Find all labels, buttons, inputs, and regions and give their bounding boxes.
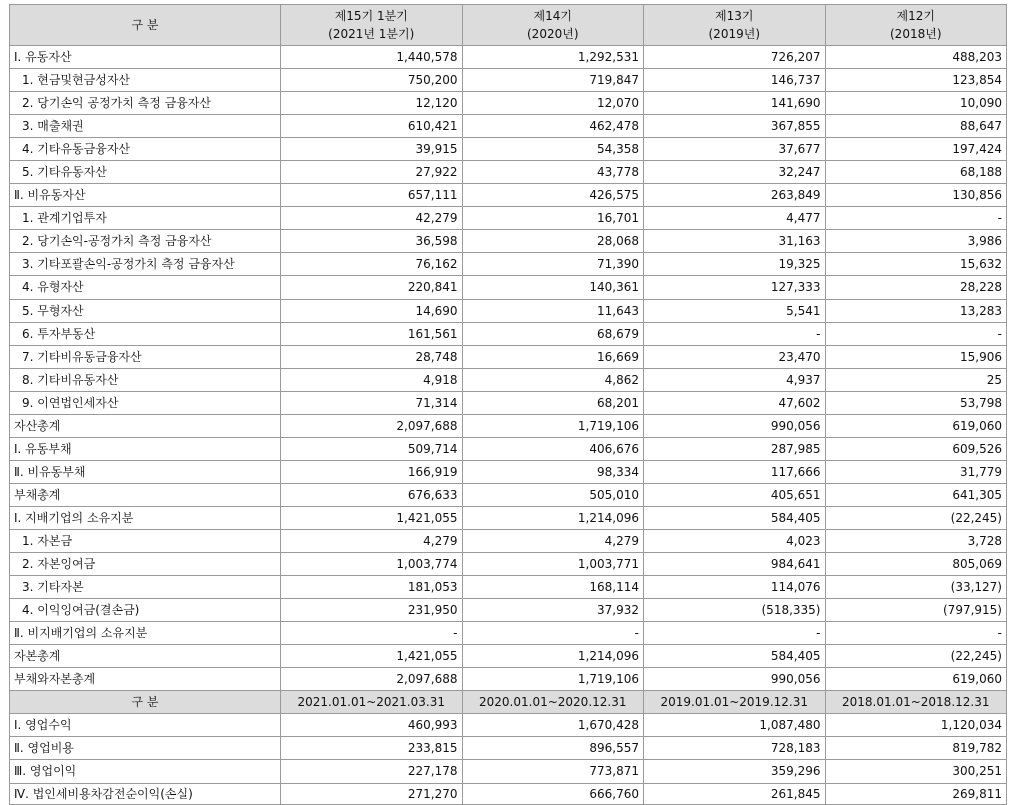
row-value-4: 123,854: [825, 69, 1007, 92]
row-value-3: 37,677: [644, 138, 826, 161]
row-value-2: 1,719,106: [462, 414, 644, 437]
row-value-3: 359,296: [644, 760, 826, 783]
row-value-2: 666,760: [462, 783, 644, 804]
row-value-1: 12,120: [281, 92, 463, 115]
row-label: 4. 기타유동금융자산: [10, 138, 281, 161]
row-value-4: 609,526: [825, 437, 1007, 460]
row-value-3: 31,163: [644, 230, 826, 253]
table-row: [10, 299, 1007, 322]
row-label: 2. 당기손익 공정가치 측정 금융자산: [10, 92, 281, 115]
table-row: [10, 760, 1007, 783]
row-value-2: 12,070: [462, 92, 644, 115]
row-value-3: 19,325: [644, 253, 826, 276]
row-value-1: 2021.01.01~2021.03.31: [281, 691, 463, 714]
table-row: [10, 553, 1007, 576]
row-label: 4. 유형자산: [10, 276, 281, 299]
table-row: [10, 345, 1007, 368]
row-label: Ⅱ. 비유동자산: [10, 184, 281, 207]
row-value-1: 14,690: [281, 299, 463, 322]
row-value-2: 11,643: [462, 299, 644, 322]
row-value-4: 53,798: [825, 391, 1007, 414]
row-value-4: 641,305: [825, 483, 1007, 506]
row-value-4: 269,811: [825, 783, 1007, 804]
table-row: [10, 576, 1007, 599]
row-value-4: 300,251: [825, 760, 1007, 783]
row-value-1: 509,714: [281, 437, 463, 460]
row-value-4: -: [825, 322, 1007, 345]
table-body: [10, 46, 1007, 805]
row-value-4: (22,245): [825, 645, 1007, 668]
row-value-4: 488,203: [825, 46, 1007, 69]
row-value-1: 676,633: [281, 483, 463, 506]
table-row: [10, 230, 1007, 253]
row-value-1: 1,421,055: [281, 506, 463, 529]
row-label: Ⅲ. 영업이익: [10, 760, 281, 783]
row-value-4: -: [825, 622, 1007, 645]
financial-summary-table: [9, 4, 1007, 805]
row-value-1: 220,841: [281, 276, 463, 299]
row-value-4: 619,060: [825, 668, 1007, 691]
row-value-3: 2019.01.01~2019.12.31: [644, 691, 826, 714]
row-value-1: 233,815: [281, 737, 463, 760]
row-label: Ⅰ. 유동부채: [10, 437, 281, 460]
row-value-2: 43,778: [462, 161, 644, 184]
table-row: [10, 322, 1007, 345]
row-value-3: 287,985: [644, 437, 826, 460]
table-row: [10, 161, 1007, 184]
table-row: [10, 253, 1007, 276]
row-value-4: (33,127): [825, 576, 1007, 599]
row-value-4: 1,120,034: [825, 714, 1007, 737]
row-value-2: 68,679: [462, 322, 644, 345]
row-value-2: 16,701: [462, 207, 644, 230]
row-value-1: 4,279: [281, 529, 463, 552]
table-row: [10, 460, 1007, 483]
row-value-4: 805,069: [825, 553, 1007, 576]
row-value-2: 4,862: [462, 368, 644, 391]
table-row: [10, 714, 1007, 737]
header-period-4: 제12기 (2018년): [825, 5, 1007, 46]
table-row-clipped: [10, 783, 1007, 804]
header-period-3: 제13기 (2019년): [644, 5, 826, 46]
row-value-2: 1,292,531: [462, 46, 644, 69]
table-row: [10, 737, 1007, 760]
row-value-4: 25: [825, 368, 1007, 391]
row-value-3: 146,737: [644, 69, 826, 92]
row-label: 6. 투자부동산: [10, 322, 281, 345]
row-value-3: 726,207: [644, 46, 826, 69]
table-row: [10, 414, 1007, 437]
income-header-row: [10, 691, 1007, 714]
row-value-4: (797,915): [825, 599, 1007, 622]
row-value-4: 10,090: [825, 92, 1007, 115]
row-label: Ⅱ. 비유동부채: [10, 460, 281, 483]
row-value-1: 2,097,688: [281, 668, 463, 691]
row-value-1: 28,748: [281, 345, 463, 368]
row-label: 부채와자본총계: [10, 668, 281, 691]
row-label: 3. 기타자본: [10, 576, 281, 599]
row-value-2: 16,669: [462, 345, 644, 368]
row-value-4: 197,424: [825, 138, 1007, 161]
row-value-2: 140,361: [462, 276, 644, 299]
row-value-4: 15,906: [825, 345, 1007, 368]
row-value-3: 114,076: [644, 576, 826, 599]
row-value-1: 1,003,774: [281, 553, 463, 576]
row-value-3: 990,056: [644, 668, 826, 691]
row-label: 자산총계: [10, 414, 281, 437]
row-value-3: 984,641: [644, 553, 826, 576]
row-value-2: 773,871: [462, 760, 644, 783]
table-row: [10, 483, 1007, 506]
row-value-3: 584,405: [644, 506, 826, 529]
row-value-3: 263,849: [644, 184, 826, 207]
table-row: [10, 645, 1007, 668]
table-row: [10, 391, 1007, 414]
row-value-4: 3,728: [825, 529, 1007, 552]
row-value-1: 36,598: [281, 230, 463, 253]
row-value-1: 2,097,688: [281, 414, 463, 437]
row-value-4: 28,228: [825, 276, 1007, 299]
row-value-3: -: [644, 622, 826, 645]
row-label: 구 분: [10, 691, 281, 714]
table-row: [10, 437, 1007, 460]
table-row: [10, 115, 1007, 138]
row-label: Ⅰ. 영업수익: [10, 714, 281, 737]
row-label: 1. 관계기업투자: [10, 207, 281, 230]
row-value-4: 15,632: [825, 253, 1007, 276]
table-row: [10, 184, 1007, 207]
row-value-4: 130,856: [825, 184, 1007, 207]
row-label: Ⅱ. 비지배기업의 소유지분: [10, 622, 281, 645]
row-label: 7. 기타비유동금융자산: [10, 345, 281, 368]
row-value-2: 719,847: [462, 69, 644, 92]
row-value-2: 426,575: [462, 184, 644, 207]
row-value-2: 1,003,771: [462, 553, 644, 576]
row-value-1: 460,993: [281, 714, 463, 737]
row-value-3: 32,247: [644, 161, 826, 184]
row-label: Ⅱ. 영업비용: [10, 737, 281, 760]
row-value-2: 71,390: [462, 253, 644, 276]
row-value-4: 619,060: [825, 414, 1007, 437]
row-value-2: 98,334: [462, 460, 644, 483]
row-value-3: 4,477: [644, 207, 826, 230]
row-value-2: 28,068: [462, 230, 644, 253]
row-label: Ⅰ. 유동자산: [10, 46, 281, 69]
row-value-4: 88,647: [825, 115, 1007, 138]
row-value-4: 2018.01.01~2018.12.31: [825, 691, 1007, 714]
row-value-3: 47,602: [644, 391, 826, 414]
row-value-4: 31,779: [825, 460, 1007, 483]
row-value-2: 462,478: [462, 115, 644, 138]
table-header-row: [10, 5, 1007, 46]
row-value-1: 4,918: [281, 368, 463, 391]
table-row: [10, 529, 1007, 552]
row-value-3: (518,335): [644, 599, 826, 622]
row-value-2: 1,719,106: [462, 668, 644, 691]
row-label: 부채총계: [10, 483, 281, 506]
row-value-1: 750,200: [281, 69, 463, 92]
row-value-4: 3,986: [825, 230, 1007, 253]
row-value-4: (22,245): [825, 506, 1007, 529]
row-value-3: -: [644, 322, 826, 345]
row-label: 자본총계: [10, 645, 281, 668]
row-value-1: 27,922: [281, 161, 463, 184]
header-period-2: 제14기 (2020년): [462, 5, 644, 46]
row-value-1: 610,421: [281, 115, 463, 138]
table-row: [10, 207, 1007, 230]
row-value-3: 4,937: [644, 368, 826, 391]
header-label: 구 분: [10, 5, 281, 46]
row-value-3: 4,023: [644, 529, 826, 552]
row-value-1: -: [281, 622, 463, 645]
row-label: 2. 당기손익-공정가치 측정 금융자산: [10, 230, 281, 253]
row-label: 5. 기타유동자산: [10, 161, 281, 184]
table-row: [10, 276, 1007, 299]
table-row: [10, 69, 1007, 92]
table-row: [10, 668, 1007, 691]
row-value-2: 37,932: [462, 599, 644, 622]
row-label: 1. 현금및현금성자산: [10, 69, 281, 92]
row-value-4: 13,283: [825, 299, 1007, 322]
row-value-3: 141,690: [644, 92, 826, 115]
table-row: [10, 92, 1007, 115]
row-value-1: 42,279: [281, 207, 463, 230]
header-period-1: 제15기 1분기 (2021년 1분기): [281, 5, 463, 46]
row-value-2: 406,676: [462, 437, 644, 460]
row-value-2: -: [462, 622, 644, 645]
row-value-1: 161,561: [281, 322, 463, 345]
row-value-3: 584,405: [644, 645, 826, 668]
row-value-3: 23,470: [644, 345, 826, 368]
row-value-2: 168,114: [462, 576, 644, 599]
row-label: Ⅰ. 지배기업의 소유지분: [10, 506, 281, 529]
row-value-3: 117,666: [644, 460, 826, 483]
row-value-3: 990,056: [644, 414, 826, 437]
table-row: [10, 368, 1007, 391]
row-value-1: 1,440,578: [281, 46, 463, 69]
row-label: 2. 자본잉여금: [10, 553, 281, 576]
row-value-3: 5,541: [644, 299, 826, 322]
row-value-2: 1,214,096: [462, 645, 644, 668]
row-label: 4. 이익잉여금(결손금): [10, 599, 281, 622]
row-value-4: 819,782: [825, 737, 1007, 760]
row-value-2: 896,557: [462, 737, 644, 760]
row-value-2: 54,358: [462, 138, 644, 161]
row-value-4: -: [825, 207, 1007, 230]
row-value-1: 181,053: [281, 576, 463, 599]
row-value-1: 657,111: [281, 184, 463, 207]
table-row: [10, 506, 1007, 529]
row-value-3: 367,855: [644, 115, 826, 138]
row-value-1: 71,314: [281, 391, 463, 414]
row-label: 9. 이연법인세자산: [10, 391, 281, 414]
table-row: [10, 599, 1007, 622]
row-value-1: 166,919: [281, 460, 463, 483]
row-value-3: 1,087,480: [644, 714, 826, 737]
row-value-1: 39,915: [281, 138, 463, 161]
table-row: [10, 138, 1007, 161]
row-value-1: 1,421,055: [281, 645, 463, 668]
row-value-3: 261,845: [644, 783, 826, 804]
row-value-1: 271,270: [281, 783, 463, 804]
row-label: 8. 기타비유동자산: [10, 368, 281, 391]
row-value-2: 1,670,428: [462, 714, 644, 737]
row-value-2: 68,201: [462, 391, 644, 414]
row-value-1: 76,162: [281, 253, 463, 276]
row-value-4: 68,188: [825, 161, 1007, 184]
row-label: 1. 자본금: [10, 529, 281, 552]
table-row: [10, 46, 1007, 69]
row-label: Ⅳ. 법인세비용차감전순이익(손실): [10, 783, 281, 804]
row-label: 5. 무형자산: [10, 299, 281, 322]
table-row: [10, 622, 1007, 645]
row-value-2: 1,214,096: [462, 506, 644, 529]
row-value-1: 227,178: [281, 760, 463, 783]
row-value-2: 2020.01.01~2020.12.31: [462, 691, 644, 714]
row-value-1: 231,950: [281, 599, 463, 622]
row-value-3: 405,651: [644, 483, 826, 506]
row-value-2: 505,010: [462, 483, 644, 506]
row-value-3: 728,183: [644, 737, 826, 760]
row-label: 3. 기타포괄손익-공정가치 측정 금융자산: [10, 253, 281, 276]
row-label: 3. 매출채권: [10, 115, 281, 138]
row-value-2: 4,279: [462, 529, 644, 552]
row-value-3: 127,333: [644, 276, 826, 299]
